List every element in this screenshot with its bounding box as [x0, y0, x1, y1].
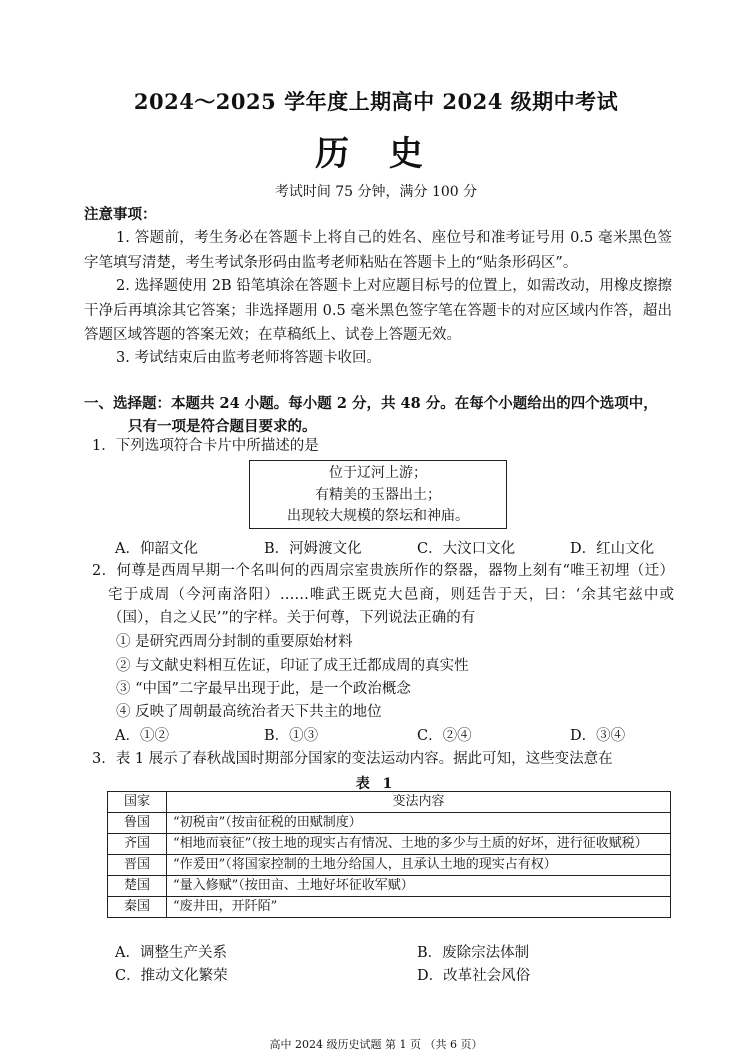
q2-option-b[interactable]: B．①③ [264, 728, 319, 744]
exam-info: 考试时间 75 分钟，满分 100 分 [274, 184, 478, 200]
subject-title: 历 史 [315, 134, 437, 174]
q1-option-b[interactable]: B．河姆渡文化 [264, 541, 362, 557]
table-row [108, 813, 671, 834]
q2-option-d[interactable]: D．③④ [570, 728, 626, 744]
q1-card-line: 有精美的玉器出土； [315, 486, 441, 503]
q2-statement-2: ② 与文献史料相互佐证，印证了成王迁都成周的真实性 [116, 658, 469, 674]
q3-option-a[interactable]: A．调整生产关系 [115, 945, 227, 961]
table-cell-state: 齐国 [108, 834, 167, 855]
q1-card-line: 出现较大规模的祭坛和神庙。 [287, 508, 469, 524]
q2-stem-text: 2．何尊是西周早期一个名叫何的西周宗室贵族所作的祭器，器物上刻有“唯王初埋（迁）宅于成周（今河南洛阳）……唯武王既克大邑商，则廷告于天，曰：‘余其宅兹中或（国），自之乂民’”的字样。关于何尊，下列说法正确的有 [92, 563, 674, 626]
table-cell-content: “初税亩”（按亩征税的田赋制度） [167, 813, 671, 834]
page-footer: 高中 2024 级历史试题 第 1 页 （共 6 页） [269, 1038, 483, 1051]
table-row [108, 876, 671, 897]
q1-options [115, 537, 675, 559]
section-heading-line-1: 一、选择题：本题共 24 小题。每小题 2 分，共 48 分。在每个小题给出的四个选项中， [84, 395, 658, 412]
table-cell-state: 鲁国 [108, 813, 167, 834]
table-cell-content: “相地而衰征”（按土地的现实占有情况、土地的多少与土质的好坏，进行征收赋税） [167, 834, 671, 855]
notes-heading: 注意事项： [84, 206, 157, 223]
table-cell-state: 楚国 [108, 876, 167, 897]
q3-table-caption: 表 1 [355, 776, 397, 792]
q3-option-b[interactable]: B．废除宗法体制 [417, 945, 530, 961]
q1-option-a[interactable]: A．仰韶文化 [115, 541, 198, 557]
q1-option-c[interactable]: C．大汶口文化 [417, 541, 516, 557]
table-cell-content: “废井田，开阡陌” [167, 897, 671, 918]
table-cell-state: 晋国 [108, 855, 167, 876]
table-cell-state: 秦国 [108, 897, 167, 918]
q2-statement-3: ③ “中国”二字最早出现于此，是一个政治概念 [116, 681, 411, 697]
table-row [108, 897, 671, 918]
note-item-2: 2. 选择题使用 2B 铅笔填涂在答题卡上对应题目标号的位置上，如需改动，用橡皮擦擦干净后再填涂其它答案；非选择题用 0.5 毫米黑色签字笔在答题卡的对应区域内作答，超出答题区域答题的答案无效；在草稿纸上、试卷上答题无效。 [84, 278, 672, 343]
q2-option-a[interactable]: A．①② [115, 728, 169, 744]
q3-options-row-1 [115, 941, 675, 963]
table-cell-content: “量入修赋”（按田亩、土地好坏征收军赋） [167, 876, 671, 897]
q2-statement-4: ④ 反映了周朝最高统治者天下共主的地位 [116, 704, 382, 720]
q2-option-c[interactable]: C．②④ [417, 728, 472, 744]
exam-title: 2024～2025 学年度上期高中 2024 级期中考试 [133, 89, 619, 114]
table-row [108, 855, 671, 876]
q3-option-d[interactable]: D．改革社会风俗 [417, 968, 531, 984]
note-item-3: 3. 考试结束后由监考老师将答题卡收回。 [116, 350, 381, 366]
table-header-row [108, 792, 671, 813]
note-item-1: 1. 答题前，考生务必在答题卡上将自己的姓名、座位号和准考证号用 0.5 毫米黑色签字笔填写清楚，考生考试条形码由监考老师粘贴在答题卡上的“贴条形码区”。 [84, 230, 672, 271]
table-header-cell: 国家 [108, 792, 167, 813]
q1-card-line: 位于辽河上游； [329, 465, 427, 481]
section-heading [84, 392, 684, 438]
q3-reform-table [107, 791, 671, 918]
q2-stem [92, 560, 674, 631]
q2-options [115, 724, 675, 746]
q3-stem: 3．表 1 展示了春秋战国时期部分国家的变法运动内容。据此可知，这些变法意在 [92, 751, 613, 767]
table-cell-content: “作爰田”（将国家控制的土地分给国人，且承认土地的现实占有权） [167, 855, 671, 876]
table-header-cell: 变法内容 [167, 792, 671, 813]
q1-stem: 1．下列选项符合卡片中所描述的是 [92, 438, 319, 454]
q2-statement-1: ① 是研究西周分封制的重要原始材料 [116, 634, 353, 650]
q1-option-d[interactable]: D．红山文化 [570, 541, 655, 557]
q3-options-row-2 [115, 964, 675, 986]
section-heading-line-2: 只有一项是符合题目要求的。 [128, 418, 317, 435]
table-row [108, 834, 671, 855]
q3-option-c[interactable]: C．推动文化繁荣 [115, 968, 228, 984]
q1-card [249, 460, 507, 529]
